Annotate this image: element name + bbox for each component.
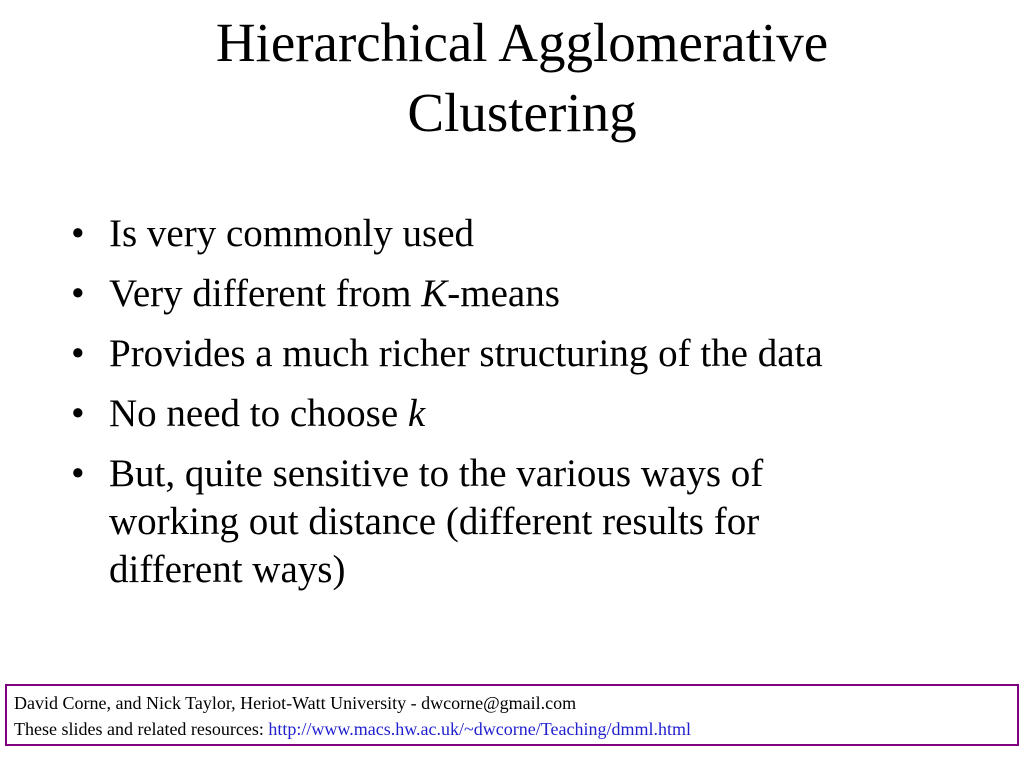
bullet-item — [71, 270, 901, 318]
bullet-text-italic: K — [421, 272, 448, 315]
slide-title-line-2: Clustering — [407, 82, 637, 143]
resources-link[interactable]: http://www.macs.hw.ac.uk/~dwcorne/Teaching/dmml.html — [268, 719, 691, 739]
bullet-text-pre: Very different from — [109, 272, 422, 315]
bullet-text-italic: k — [407, 392, 426, 435]
footer-credits: David Corne, and Nick Taylor, Heriot-Watt University - dwcorne@gmail.com — [14, 693, 577, 713]
footer-resources-label: These slides and related resources: — [14, 719, 269, 739]
bullet-text-post: -means — [447, 272, 560, 315]
bullet-text: But, quite sensitive to the various ways of working out distance (different results for different ways) — [109, 452, 764, 591]
bullet-item — [71, 390, 901, 438]
footer-box — [5, 684, 1019, 746]
slide-title — [0, 8, 1024, 148]
slide-title-line-1: Hierarchical Agglomerative — [215, 12, 829, 73]
footer-resources — [14, 716, 1017, 742]
bullet-item — [71, 450, 901, 594]
bullet-list — [71, 210, 901, 606]
bullet-item — [71, 330, 901, 378]
bullet-icon: • — [71, 392, 85, 435]
bullet-text-pre: No need to choose — [109, 392, 408, 435]
bullet-item — [71, 210, 901, 258]
bullet-icon: • — [71, 452, 85, 495]
bullet-text: Is very commonly used — [109, 212, 475, 255]
bullet-icon: • — [71, 272, 85, 315]
bullet-icon: • — [71, 212, 85, 255]
bullet-text: Provides a much richer structuring of the data — [109, 332, 823, 375]
bullet-icon: • — [71, 332, 85, 375]
